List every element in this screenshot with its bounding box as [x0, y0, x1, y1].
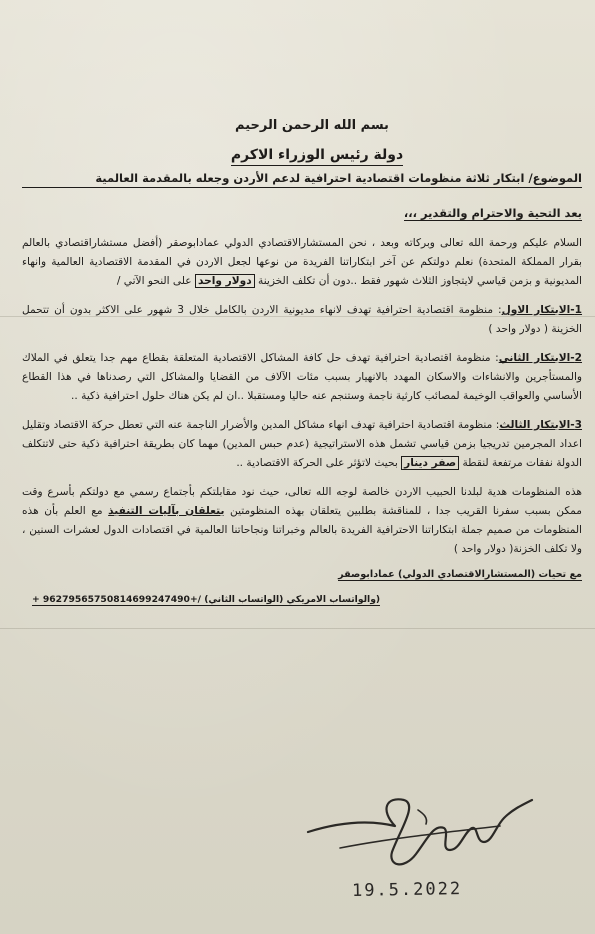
innovation-3-text: : منظومة اقتصادية احترافية تهدف انهاء مشاكل المدين والأضرار الناجمة عنه التي تعطل حركة الاقتصاد وتقليل اعداد المجرمين تدريجيا بزمن قياسي تشمل هذه الاستراتيجية (عدم حبس المدين) مهما كان بطريقة احترافية ذكية حتى لاتتكلف الدولة نفقات مرتفعة لنقطة [22, 419, 582, 469]
intro-boxed-amount: دولار واحد [195, 274, 255, 288]
intro-text-end: على النحو الآتي / [116, 275, 192, 287]
closing-underlined-text: يتعلقان بآليات التنفيذ [108, 505, 225, 517]
innovation-2-text: : منظومة اقتصادية احترافية تهدف حل كافة المشاكل الاقتصادية المتعلقة بقطاع مهم جدا يتعلق في الملاك والمستأجرين والانشاءات والاسكان المهدد بالانهيار بسبب مئات الآلاف من القضايا والمشاكل التي رصدناها في هذا القطاع الأساسي والعواقب الوخيمة لمصائب كارثية ناجمة وستنجم عنه حاليا ومستقبلا ..ان لم يكن هناك حلول احترافية ذكية .. [22, 352, 582, 402]
paper-fold-line [0, 628, 595, 629]
addressee-text: دولة رئيس الوزراء الاكرم [231, 147, 403, 166]
innovation-2-label: 2-الابتكار الثاني [498, 352, 582, 364]
contact-text: + 962795657508والواتساب الامريكي (الواتساب الثاني) /+14699247490) [32, 594, 381, 605]
innovation-2-paragraph [22, 349, 582, 406]
innovation-1-text: : منظومة اقتصادية احترافية تهدف لانهاء مديونية الاردن بالكامل خلال 3 شهور على الاكثر بدون أن تتحمل الخزينة ( دولار واحد ) [22, 304, 582, 335]
contact-line [22, 594, 582, 605]
handwritten-signature [300, 770, 540, 880]
closing-text-end: مع العلم بأن هذه المنظومات من صميم جملة ابتكاراتنا الاحترافية الفريدة بالعالم وخبراتنا ونجاحاتنا العالمية في اقتصادات الدول لعشرات السنين ، ولا تكلف الخزنة( دولار واحد ) [22, 505, 582, 555]
addressee-heading [22, 147, 582, 163]
greeting-text: بعد التحية والاحترام والتقدير ،،، [403, 206, 582, 220]
subject-line: الموضوع/ ابتكار ثلاثة منظومات اقتصادية احترافية لدعم الأردن وجعله بالمقدمة العالمية [22, 171, 582, 188]
innovation-1-label: 1-الابتكار الاول [501, 304, 583, 316]
closing-text: هذه المنظومات هدية لبلدنا الحبيب الاردن خالصة لوجه الله تعالى، حيث نود مقابلتكم بأجتماع رسمي مع دولتكم بأسرع وقت ممكن بسبب سفرنا القريب جدا ، للمناقشة بطلبين يتعلقان بهذه المنظومتين [22, 486, 582, 517]
closing-paragraph [22, 483, 582, 559]
basmala-heading: بسم الله الرحمن الرحيم [235, 118, 389, 133]
signoff-line [22, 569, 582, 580]
innovation-3-text-end: بحيث لاتؤثر على الحركة الاقتصادية .. [236, 457, 398, 469]
innovation-3-label: 3-الابتكار الثالث [499, 419, 583, 431]
intro-paragraph [22, 234, 582, 291]
handwritten-date: 19.5.2022 [351, 879, 463, 901]
intro-text: السلام عليكم ورحمة الله تعالى وبركاته وبعد ، نحن المستشارالاقتصادي الدولي عمادابوصقر (أفضل مستشاراقتصادي بالعالم بقرار المملكة المتحدة) نعلم دولتكم عن آخر ابتكاراتنا الفريدة من نوعها لجعل الاردن في المقدمة الاقتصادية العالمية وانهاء المديونية و بزمن قياسي لايتجاوز الثلاث شهور فقط ..دون أن تكلف الخزينة [22, 237, 582, 287]
innovation-3-paragraph [22, 416, 582, 473]
greeting-line [22, 206, 582, 220]
innovation-1-paragraph [22, 301, 582, 339]
signoff-text: مع تحيات (المستشارالاقتصادي الدولي) عمادابوصقر [338, 569, 582, 580]
innovation-3-boxed-amount: صفر دينار [401, 456, 459, 470]
letter-body [22, 118, 582, 605]
